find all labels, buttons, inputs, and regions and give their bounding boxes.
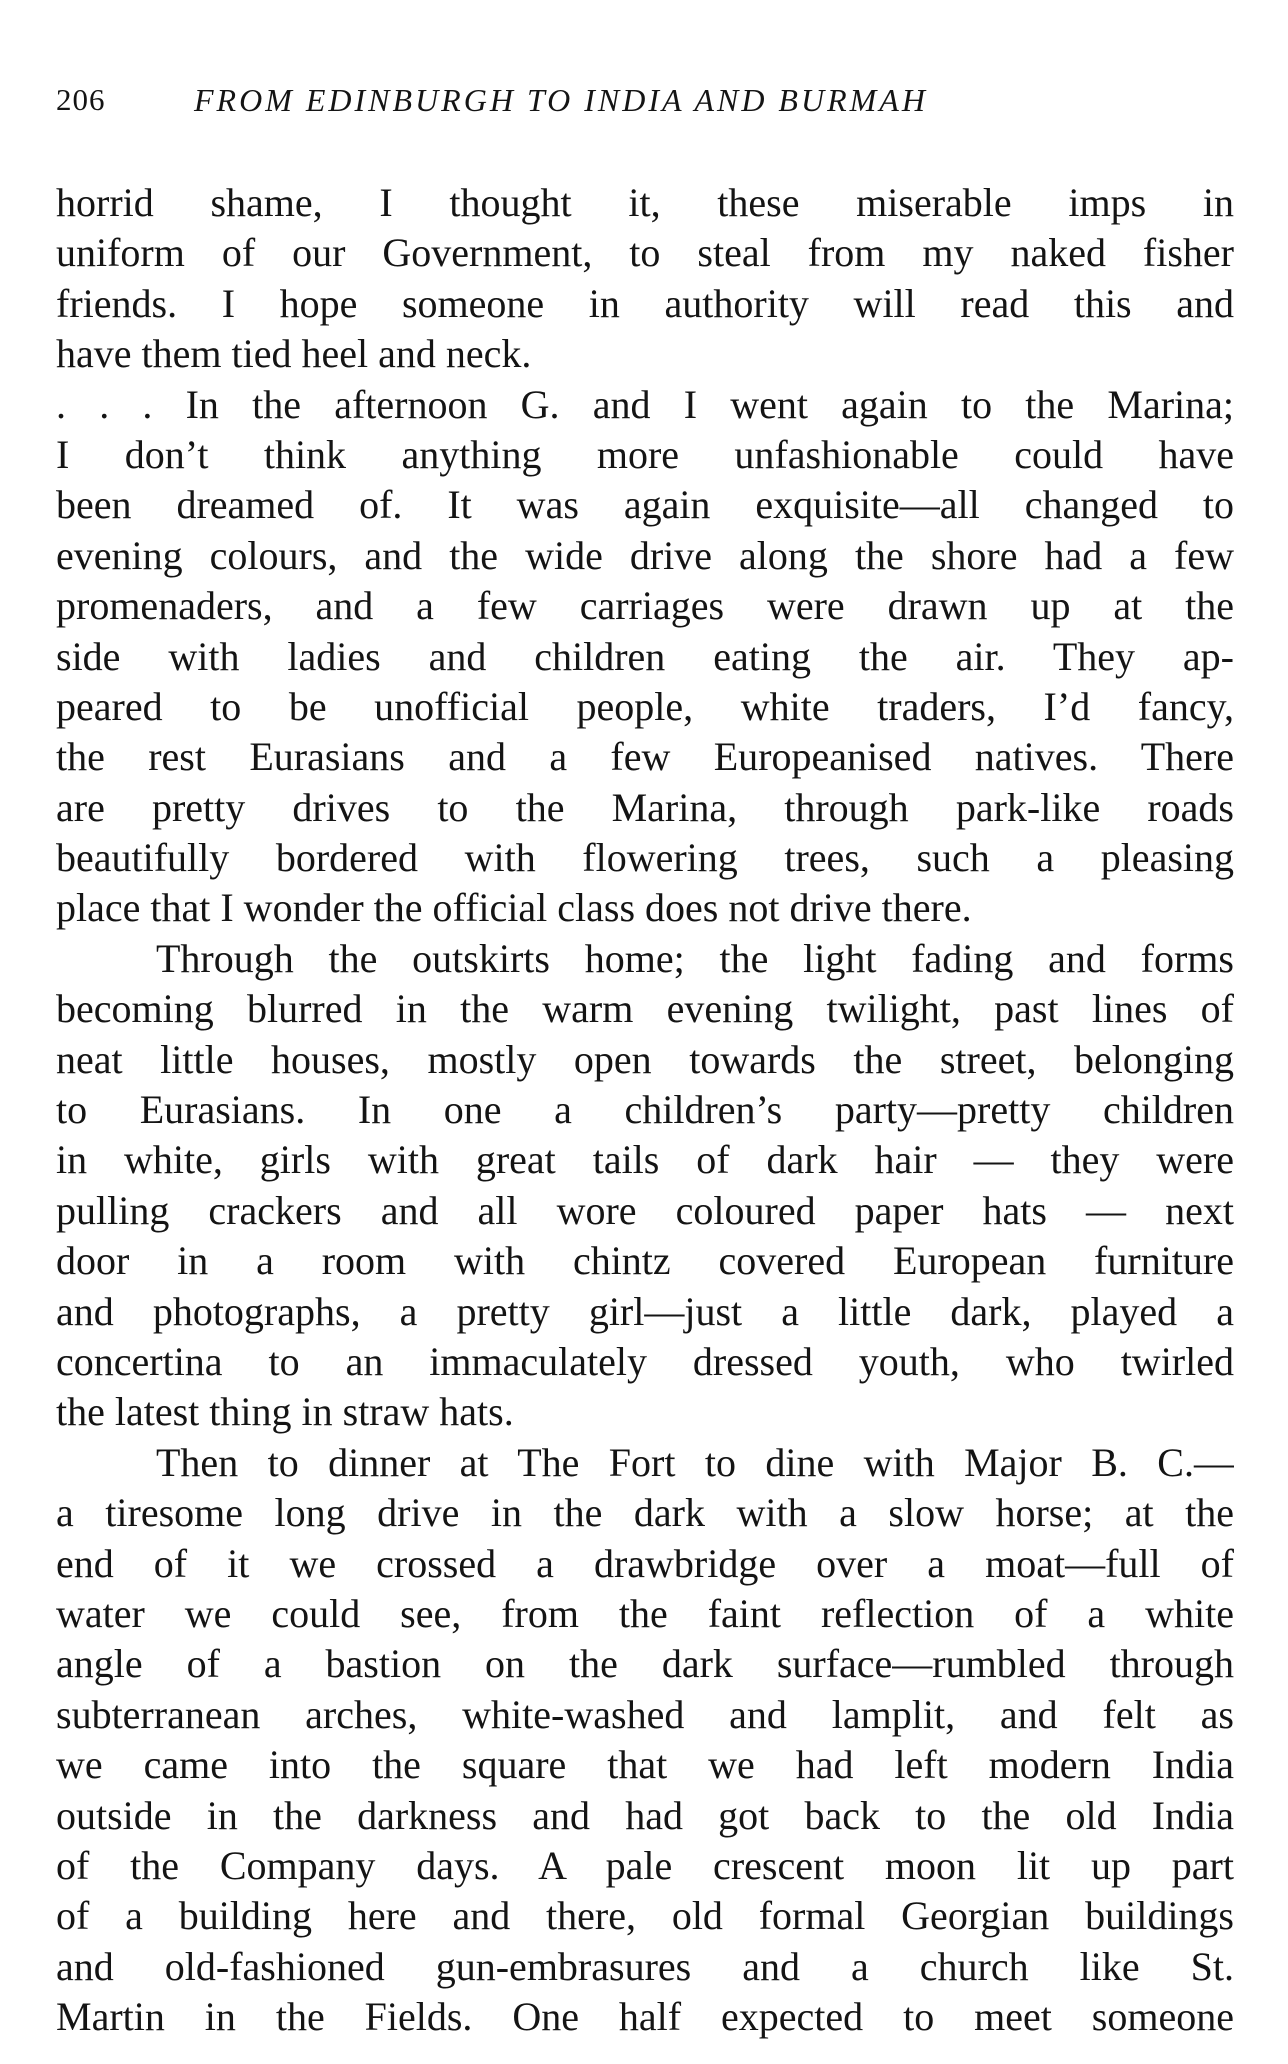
text-line: uniform of our Government, to steal from my naked fisher [56, 230, 1234, 276]
text-line: we came into the square that we had left modern India [56, 1742, 1234, 1788]
text-line: friends. I hope someone in authority will read this and [56, 280, 1234, 326]
text-line: and photographs, a pretty girl—just a little dark, played a [56, 1288, 1234, 1334]
running-title: FROM EDINBURGH TO INDIA AND BURMAH [194, 82, 928, 118]
text-line: beautifully bordered with flowering trees, such a pleasing [56, 835, 1234, 881]
text-line: angle of a bastion on the dark surface—rumbled through [56, 1641, 1234, 1687]
text-line: Then to dinner at The Fort to dine with Major B. C.— [156, 1439, 1234, 1485]
text-line: peared to be unofficial people, white traders, I’d fancy, [56, 683, 1234, 729]
text-line: becoming blurred in the warm evening twilight, past lines of [56, 986, 1234, 1032]
body-text [56, 178, 1234, 2042]
text-line: evening colours, and the wide drive along the shore had a few [56, 532, 1234, 578]
text-line: to Eurasians. In one a children’s party—pretty children [56, 1087, 1234, 1133]
text-line: promenaders, and a few carriages were drawn up at the [56, 583, 1234, 629]
text-line: subterranean arches, white-washed and lamplit, and felt as [56, 1691, 1234, 1737]
text-line: end of it we crossed a drawbridge over a moat—full of [56, 1540, 1234, 1586]
running-head [56, 70, 1234, 130]
text-line: door in a room with chintz covered European furniture [56, 1238, 1234, 1284]
book-page [56, 70, 1234, 2042]
text-line: a tiresome long drive in the dark with a slow horse; at the [56, 1490, 1234, 1536]
text-line: of a building here and there, old formal Georgian buildings [56, 1893, 1234, 1939]
text-line: the latest thing in straw hats. [56, 1389, 514, 1435]
text-line: I don’t think anything more unfashionable could have [56, 431, 1234, 477]
text-line: Through the outskirts home; the light fading and forms [156, 935, 1234, 981]
text-line: side with ladies and children eating the air. They ap- [56, 633, 1234, 679]
text-line: outside in the darkness and had got back to the old India [56, 1792, 1234, 1838]
text-line: are pretty drives to the Marina, through park-like roads [56, 784, 1234, 830]
text-line: been dreamed of. It was again exquisite—all changed to [56, 482, 1234, 528]
text-line: horrid shame, I thought it, these miserable imps in [56, 180, 1234, 225]
text-line: the rest Eurasians and a few Europeanised natives. There [56, 734, 1234, 780]
text-line: . . . In the afternoon G. and I went again to the Marina; [56, 381, 1234, 427]
text-line: and old-fashioned gun-embrasures and a church like St. [56, 1943, 1234, 1989]
page-number: 206 [56, 82, 106, 117]
text-line: concertina to an immaculately dressed youth, who twirled [56, 1338, 1234, 1384]
text-line: neat little houses, mostly open towards the street, belonging [56, 1036, 1234, 1082]
text-line: pulling crackers and all wore coloured paper hats — next [56, 1187, 1234, 1233]
text-line: water we could see, from the faint reflection of a white [56, 1590, 1234, 1636]
text-line: place that I wonder the official class does not drive there. [56, 885, 972, 931]
text-line: of the Company days. A pale crescent moon lit up part [56, 1842, 1234, 1888]
text-line: in white, girls with great tails of dark hair — they were [56, 1137, 1234, 1183]
text-line: Martin in the Fields. One half expected to meet someone [56, 1994, 1234, 2040]
text-line: have them tied heel and neck. [56, 331, 532, 377]
